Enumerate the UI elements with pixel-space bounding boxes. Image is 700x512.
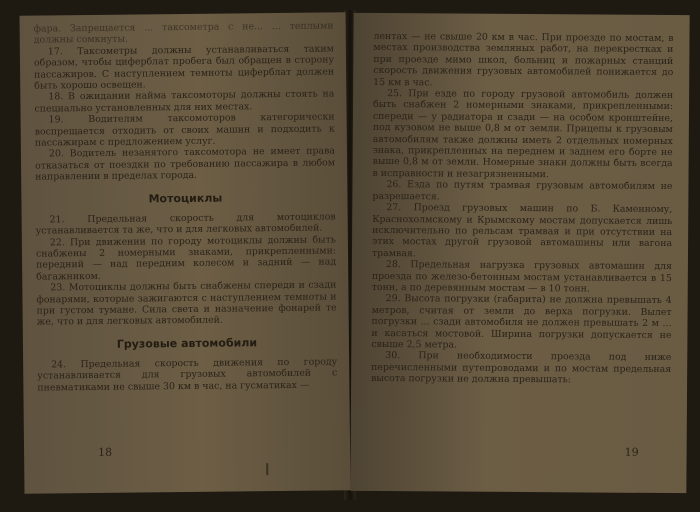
- left-page: [20, 12, 351, 493]
- right-page: [350, 13, 689, 493]
- paragraph: 22. При движении по городу мотоциклы должны быть снабжены 2 номерными знаками, прикрепленными: передний — над передним колесом и задний — над багажником.: [35, 233, 337, 283]
- paragraph: фара. Запрещается ... таксометра с не... ... теплыми должны сомкнуты.: [33, 20, 334, 46]
- paragraph: 26. Езда по путям трамвая грузовым автомобилям не разрешается.: [372, 179, 673, 203]
- section-heading-trucks: Грузовые автомобили: [116, 336, 258, 351]
- paragraph: 30. При необходимости проезда под ниже перечисленными путепроводами и по мостам предельная высота погрузки не должна превышать:: [371, 350, 672, 386]
- page-number-left: 18: [98, 445, 113, 459]
- paragraph: 29. Высота погрузки (габарита) не должна превышать 4 метров, считая от земли до верха погрузки. Вылет погрузки ... сзади автомобиля не должен превышать 2 м ... и касаться мостовой. Ширина погрузки допускается не свыше 2,5 метра.: [371, 293, 672, 351]
- page-number-right: 19: [624, 445, 639, 459]
- paragraph: 24. Предельная скорость движения по городу устанавливается для грузовых автомобилей с пневматиками не свыше 30 км в час, на гусматиках —: [37, 356, 338, 394]
- paragraph: 17. Таксометры должны устанавливаться таким образом, чтобы циферблат пробега был обращен в сторону пассажиров. С наступлением темноты циферблат должен быть хорошо освещен.: [33, 43, 335, 92]
- paragraph: 23. Мотоциклы должны быть снабжены спереди и сзади фонарями, которые зажигаются с наступлением темноты и при густом тумане. Сила света и назначение фонарей те же, что и для легковых автомобилей.: [36, 279, 337, 328]
- paragraph: 27. Проезд грузовых машин по Б. Каменному, Краснохолмскому и Крымскому мостам допускается лишь исключительно по рельсам трамвая и при отсутствии на этих мостах другой грузовой автомашины или вагона трамвая.: [371, 202, 673, 259]
- paragraph: 18. В ожидании найма таксомоторы должны стоять на специально установленных для них местах.: [34, 88, 335, 115]
- paragraph: 25. При езде по городу грузовой автомобиль должен быть снабжен 2 номерными знаками, прикрепленными: спереди — у радиатора и сзади — на особом кронштейне, под кузовом не выше 0,8 м от земли. Прицепы к грузовым автомобилям также должны иметь 2 отдельных номерных знака, прикрепленных на переднем и заднем его борте не выше 0,8 м от земли. Номерные знаки должны быть всегда в исправности и незагрязненными.: [372, 88, 674, 181]
- paragraph: лентах — не свыше 20 км в час. При проезде по мостам, в местах производства земляных работ, на перекрестках и при проезде мимо школ, больниц и пожарных станций скорость движения грузовых автомобилей понижается до 15 км в час.: [373, 30, 674, 89]
- paragraph: 20. Водитель незанятого таксомотора не имеет права отказаться от поездки по требованию пассажира в любом направлении в пределах города.: [35, 145, 336, 183]
- paragraph: 21. Предельная скорость для мотоциклов устанавливается та же, что и для легковых автомобилей.: [35, 211, 336, 237]
- paragraph: 28. Предельная нагрузка грузовых автомашин для проезда по железо-бетонным мостам устанавливается в 15 тонн, а по деревянным мостам — в 10 тонн.: [371, 259, 672, 295]
- paragraph: 19. Водителям таксомоторов категорически воспрещается отходить от своих машин и подходить к пассажирам с предложением услуг.: [34, 111, 335, 149]
- section-heading-motorcycles: Мотоциклы: [148, 191, 223, 206]
- page-mark: [266, 463, 268, 475]
